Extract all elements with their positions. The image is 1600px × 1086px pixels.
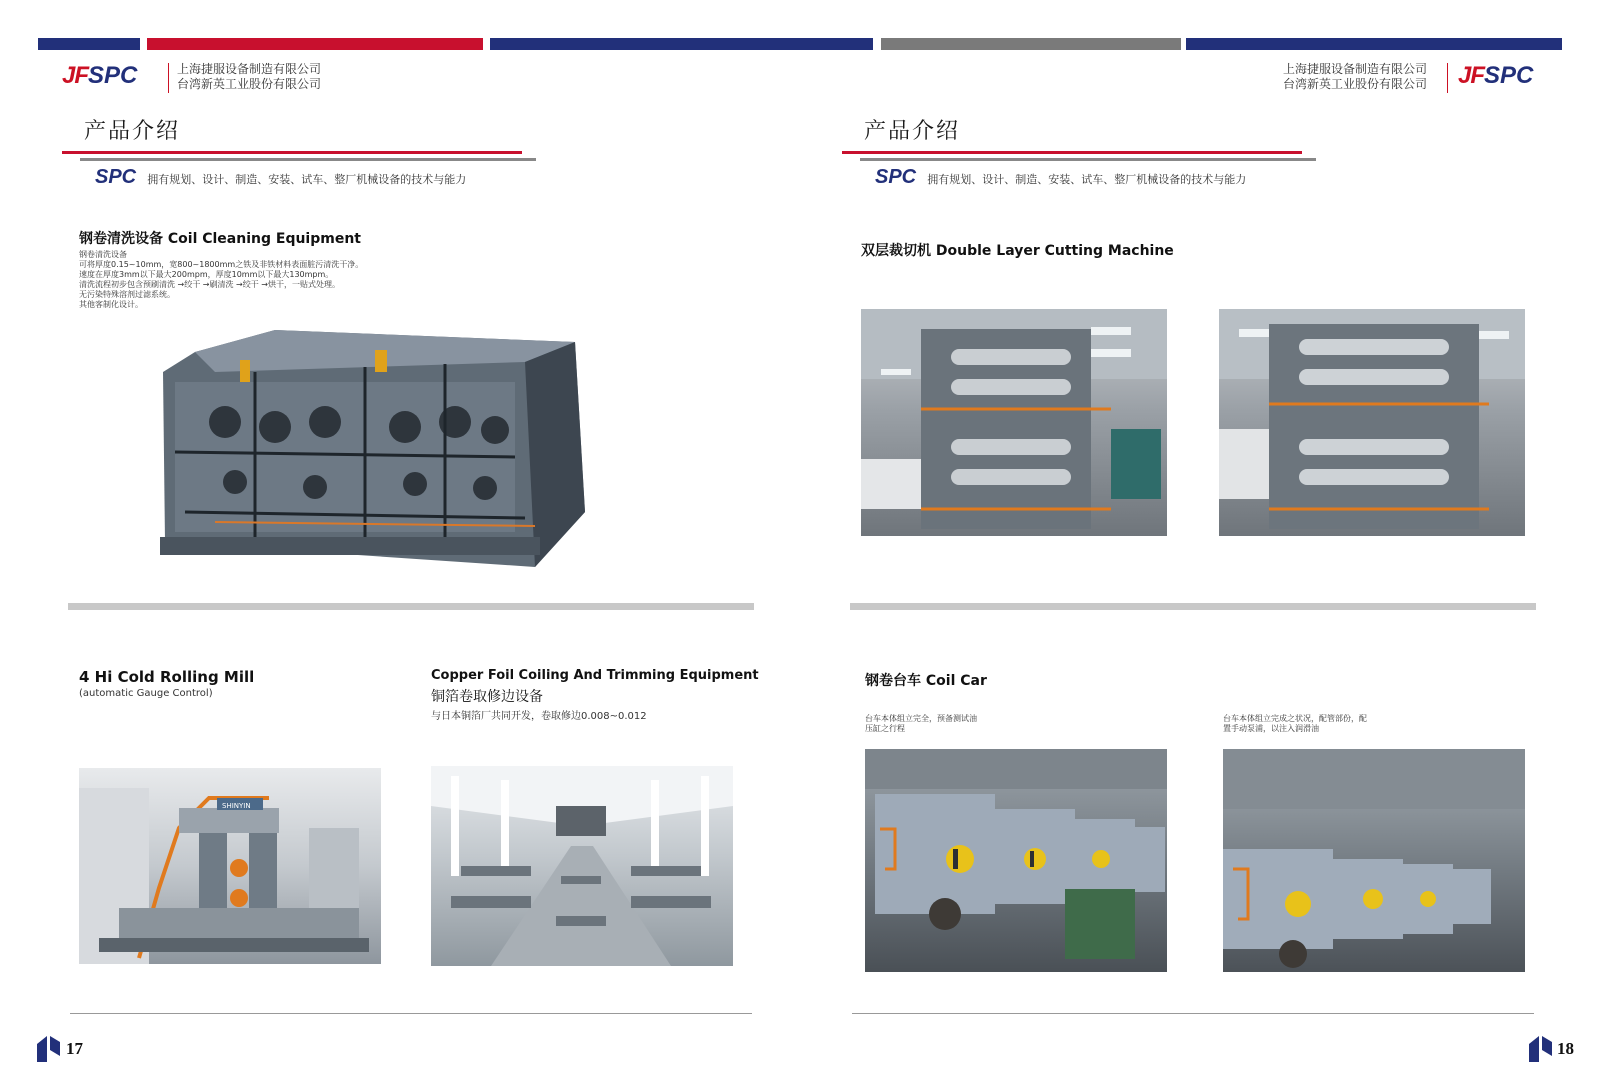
- cutting-machine-illustration-1: [861, 309, 1167, 536]
- logo-jf-text: JF: [1458, 62, 1485, 89]
- right-page-number: 18: [1557, 1039, 1574, 1058]
- company-name-taiwan: 台湾新英工业股份有限公司: [177, 77, 322, 91]
- copper-foil-photo: [431, 766, 733, 966]
- left-logo-separator: [168, 63, 169, 93]
- coil-car-illustration-1: [865, 749, 1167, 972]
- coil-cleaning-line: 速度在厚度3mm以下最大200mpm，厚度10mm以下最大130mpm。: [79, 270, 334, 279]
- coil-cleaning-machine-image: [155, 312, 595, 574]
- left-logo: [62, 62, 137, 90]
- cutting-machine-photo-1: [861, 309, 1167, 536]
- right-section-divider: [850, 603, 1536, 610]
- coil-car-illustration-2: [1223, 749, 1525, 972]
- right-title-red-rule: [842, 151, 1302, 154]
- header-band-navy-1: [38, 38, 140, 50]
- right-footer-rule: [852, 1013, 1534, 1014]
- right-logo-separator: [1447, 63, 1448, 93]
- cutting-machine-photo-2: [1219, 309, 1525, 536]
- copper-foil-title-en: Copper Foil Coiling And Trimming Equipment: [431, 668, 759, 683]
- logo-jf-text: JF: [62, 62, 89, 89]
- header-band-red: [147, 38, 483, 50]
- coil-car-photo-1: [865, 749, 1167, 972]
- left-spc-logo: SPC: [95, 166, 137, 188]
- rolling-mill-photo: [79, 768, 381, 964]
- header-band-navy-3: [1186, 38, 1562, 50]
- coil-car-caption-1-line: 压缸之行程: [865, 724, 905, 733]
- left-tagline-row: [95, 166, 466, 189]
- header-band-gray: [881, 38, 1181, 50]
- right-title-gray-rule: [860, 158, 1316, 161]
- right-tagline-row: [875, 166, 1246, 189]
- coil-car-caption-2-line: 置手动泵浦，以注入润滑油: [1223, 724, 1319, 733]
- right-page-title: 产品介绍: [864, 119, 961, 144]
- left-tagline: 拥有规划、设计、制造、安装、试车、整厂机械设备的技术与能力: [147, 173, 467, 186]
- coil-cleaning-line: 其他客制化设计。: [79, 300, 143, 309]
- rolling-mill-badge: SHINYIN: [222, 802, 251, 810]
- rolling-mill-illustration: [79, 768, 381, 964]
- cutting-machine-title: 双层裁切机 Double Layer Cutting Machine: [861, 243, 1174, 259]
- right-spc-logo: SPC: [875, 166, 917, 188]
- coil-car-photo-2: [1223, 749, 1525, 972]
- company-name-shanghai: 上海捷服设备制造有限公司: [177, 62, 322, 76]
- header-band-navy-2: [490, 38, 873, 50]
- coil-cleaning-line: 可将厚度0.15~10mm，宽800~1800mm之铁及非铁材料表面脏污清洗干净。: [79, 260, 364, 269]
- right-page-corner-icon: [1529, 1036, 1555, 1062]
- rolling-mill-subtitle: (automatic Gauge Control): [79, 688, 213, 699]
- company-name-shanghai: 上海捷服设备制造有限公司: [1283, 62, 1428, 76]
- coil-cleaning-line: 钢卷清洗设备: [79, 250, 127, 259]
- copper-foil-illustration: [431, 766, 733, 966]
- copper-foil-title-cn: 铜箔卷取修边设备: [431, 689, 543, 705]
- logo-spc-text: SPC: [1484, 62, 1534, 89]
- left-section-divider: [68, 603, 754, 610]
- coil-car-caption-2: [1223, 714, 1367, 734]
- logo-spc-text: SPC: [88, 62, 138, 89]
- left-title-gray-rule: [80, 158, 536, 161]
- left-page-title: 产品介绍: [84, 119, 181, 144]
- coil-car-caption-2-line: 台车本体组立完成之状况，配管部份，配: [1223, 714, 1367, 723]
- left-footer-rule: [70, 1013, 752, 1014]
- coil-cleaning-description: [79, 250, 363, 310]
- left-company-names: [177, 62, 321, 92]
- right-logo: [1458, 62, 1533, 90]
- company-name-taiwan: 台湾新英工业股份有限公司: [1283, 77, 1428, 91]
- coil-cleaning-title: 钢卷清洗设备 Coil Cleaning Equipment: [79, 231, 361, 247]
- copper-foil-description: 与日本铜箔厂共同开发，卷取修边0.008~0.012: [431, 711, 647, 722]
- left-page-corner-icon: [37, 1036, 63, 1062]
- coil-car-title: 钢卷台车 Coil Car: [865, 673, 987, 689]
- cutting-machine-illustration-2: [1219, 309, 1525, 536]
- coil-cleaning-line: 清洗流程初步包含预刷清洗 →绞干 →刷清洗 →绞干 →烘干，一贴式处理。: [79, 280, 340, 289]
- rolling-mill-title: 4 Hi Cold Rolling Mill: [79, 668, 255, 686]
- coil-cleaning-line: 无污染特殊溶剂过滤系统。: [79, 290, 175, 299]
- left-title-red-rule: [62, 151, 522, 154]
- right-company-names: [1283, 62, 1427, 92]
- left-page-number: 17: [66, 1039, 83, 1058]
- coil-car-caption-1: [865, 714, 977, 734]
- right-tagline: 拥有规划、设计、制造、安装、试车、整厂机械设备的技术与能力: [927, 173, 1247, 186]
- coil-car-caption-1-line: 台车本体组立完全，预备测试油: [865, 714, 977, 723]
